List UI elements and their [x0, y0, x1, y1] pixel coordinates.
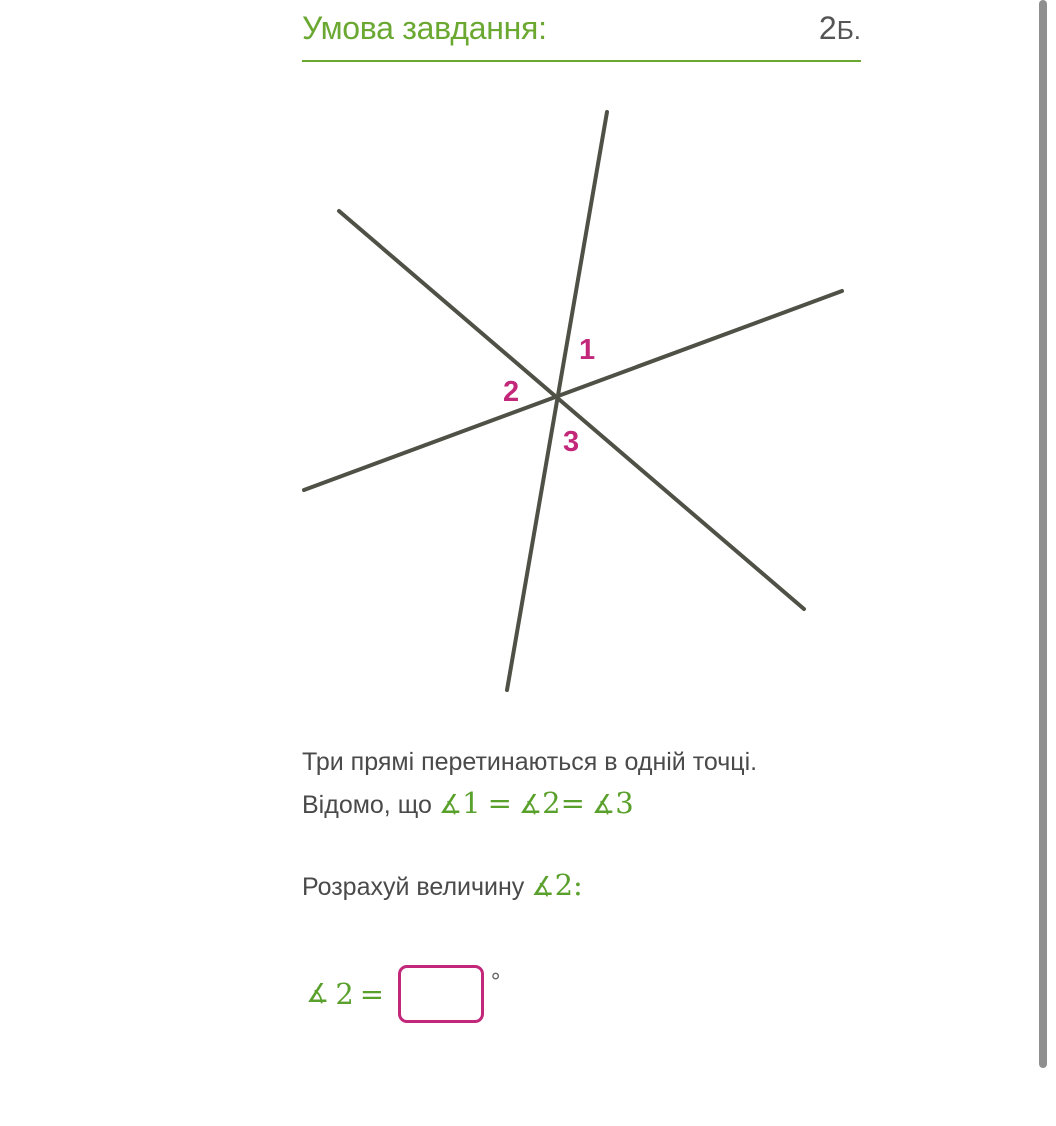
statement-line-2-prefix: Відомо, що: [302, 791, 432, 819]
points-unit: Б.: [836, 15, 861, 45]
angle-label-2: 2: [503, 376, 520, 408]
question-prefix: Розрахуй величину: [302, 873, 525, 901]
angle-symbol-icon: ∡: [518, 790, 543, 820]
angle-label-1: 1: [579, 334, 596, 366]
math-angle-3: 3: [615, 786, 634, 820]
angle-symbol-icon: ∡: [591, 790, 616, 820]
task-title: Умова завдання:: [302, 10, 547, 46]
math-angle-1: 1: [462, 786, 481, 820]
answer-angle-number: 2: [335, 977, 354, 1011]
degree-symbol: °: [490, 970, 502, 995]
math-equals: =: [560, 786, 585, 820]
answer-row: [306, 964, 501, 1024]
line-a: [507, 112, 607, 690]
math-equals: =: [487, 786, 512, 820]
statement-line-2: [302, 786, 634, 820]
line-c: [304, 291, 842, 490]
statement-line-1: Три прямі перетинаються в одній точці.: [302, 748, 758, 776]
angle-symbol-icon: ∡: [306, 979, 330, 1009]
line-b: [339, 211, 804, 609]
angle-symbol-icon: ∡: [531, 872, 555, 902]
angle-symbol-icon: ∡: [438, 790, 463, 820]
math-angle-2: 2: [542, 786, 561, 820]
answer-equals: =: [359, 977, 385, 1011]
answer-input[interactable]: [398, 965, 484, 1023]
points-value: 2: [818, 10, 837, 46]
question-line: [302, 868, 583, 902]
angle-label-3: 3: [563, 426, 580, 458]
scrollbar[interactable]: [1039, 0, 1047, 1068]
question-math: 2:: [554, 868, 583, 902]
